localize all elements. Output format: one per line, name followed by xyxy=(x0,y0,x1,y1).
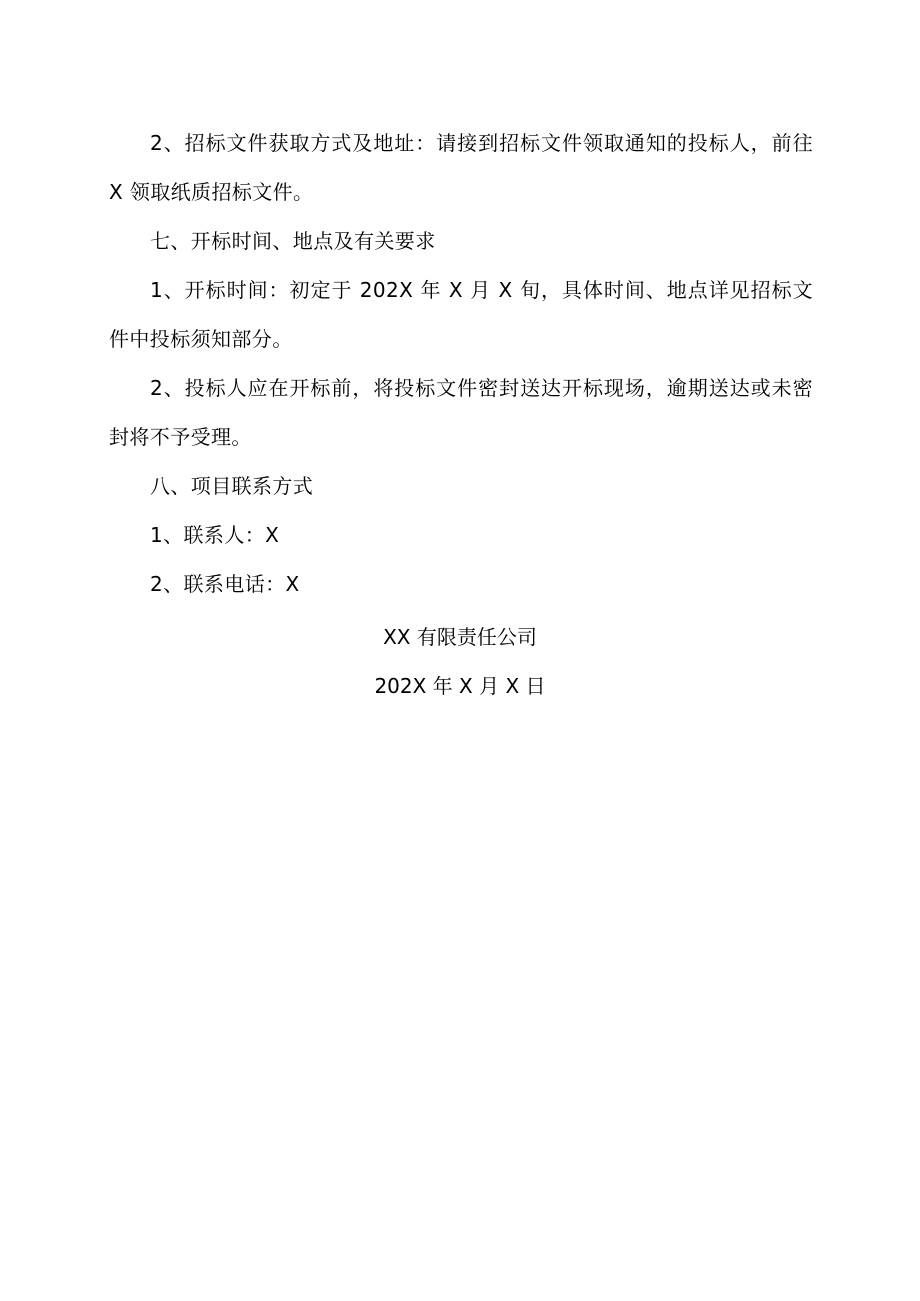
signature-date: 202X 年 X 月 X 日 xyxy=(374,674,546,698)
section-heading-contact: 八、项目联系方式 xyxy=(150,474,314,498)
paragraph-sealing-requirement: 2、投标人应在开标前，将投标文件密封送达开标现场，逾期送达或未密封将不予受理。 xyxy=(109,376,813,449)
section-heading-bid-opening: 七、开标时间、地点及有关要求 xyxy=(150,229,436,253)
paragraph-contact-person: 1、联系人：X xyxy=(150,523,280,547)
paragraph-bid-opening-time: 1、开标时间：初定于 202X 年 X 月 X 旬，具体时间、地点详见招标文件中投标须知部分。 xyxy=(109,278,813,351)
signature-company: XX 有限责任公司 xyxy=(383,625,537,649)
paragraph-bid-document-acquisition: 2、招标文件获取方式及地址：请接到招标文件领取通知的投标人，前往 X 领取纸质招标文件。 xyxy=(109,131,813,204)
paragraph-contact-phone: 2、联系电话：X xyxy=(150,572,300,596)
